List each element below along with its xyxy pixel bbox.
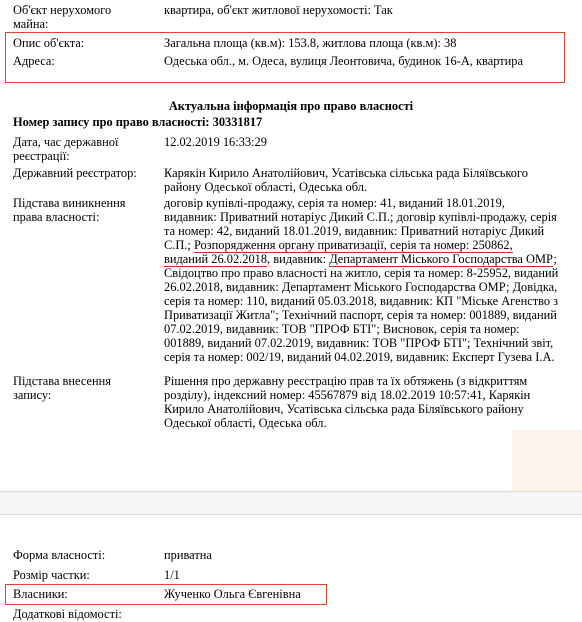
date-value: 12.02.2019 16:33:29 <box>164 135 267 149</box>
address-value: Одеська обл., м. Одеса, вулиця Леонтовича, будинок 16-А, квартира <box>164 54 524 68</box>
basis-underlined-privatization: Розпорядження органу приватизації, серія та номер: 250862, виданий 26.02.2018 <box>164 238 513 266</box>
description-value: Загальна площа (кв.м): 153.8, житлова площа (кв.м): 38 <box>164 36 457 50</box>
object-value: квартира, об'єкт житлової нерухомості: Так <box>164 3 393 17</box>
registrar-value: Карякін Кирило Анатолійович, Усатівська сільська рада Біляївського району Одеської області, Одеська обл. <box>164 166 528 194</box>
basis-text-1: договір купівлі-продажу, серія та номер: 41, виданий 18.01.2019, видавник: Приватний нотаріус Дикий С.П.; договір купівлі-продажу, серія та номер: 42, виданий 18.01.2019, видавник: Приватний нотаріус Дикий С.П.; <box>164 196 557 252</box>
basis-text-3: ; Свідоцтво про право власності на житло, серія та номер: 8-25952, виданий 26.02.2018, видавник: Департамент Міського Господарства ОМР; Довідка, серія та номер: 110, виданий 05.03.2018, видавник: КП "Міське Агенство з Приватизації Житла"; Технічний паспорт, серія та номер: 001889, виданий 07.02.2019, видавник: ТОВ "ПРОФ БТІ"; Висновок, серія та номер: 001889, виданий 07.02.2019, видавник: ТОВ "ПРОФ БТІ"; Технічний звіт, серія та номер: 002/19, виданий 04.02.2019, видавник: Експерт Гузева І.А. <box>164 252 559 364</box>
basis-value <box>164 196 559 364</box>
description-label: Опис об'єкта: <box>13 36 85 50</box>
extra-label: Додаткові відомості: <box>13 607 122 621</box>
section-title: Актуальна інформація про право власності <box>168 99 414 113</box>
owners-value: Жученко Ольга Євгенівна <box>164 587 301 601</box>
address-label: Адреса: <box>13 54 55 68</box>
form-label: Форма власності: <box>13 548 106 562</box>
registrar-label: Державний реєстратор: <box>13 166 137 180</box>
date-label: Дата, час державної реєстрації: <box>13 135 119 163</box>
share-value: 1/1 <box>164 568 180 582</box>
record-label: Номер запису про право власності: 30331817 <box>13 115 263 129</box>
share-label: Розмір частки: <box>13 568 90 582</box>
form-value: приватна <box>164 548 212 562</box>
basis-text-2: , видавник: <box>267 252 330 266</box>
owners-label: Власники: <box>13 587 68 601</box>
object-label: Об'єкт нерухомого майна: <box>13 3 112 31</box>
basis-underlined-department: Департамент Міського Господарства ОМР <box>329 252 554 266</box>
entry-label: Підстава внесення запису: <box>13 374 111 402</box>
entry-value: Рішення про державну реєстрацію прав та їх обтяжень (з відкриттям розділу), індексний номер: 45567879 від 18.02.2019 10:57:41, Карякін Кирило Анатолійович, Усатівська сільська рада Біляївського району Одеської області, Одеська обл. <box>164 374 531 430</box>
page-break-divider <box>0 491 582 515</box>
basis-label: Підстава виникнення права власності: <box>13 196 126 224</box>
